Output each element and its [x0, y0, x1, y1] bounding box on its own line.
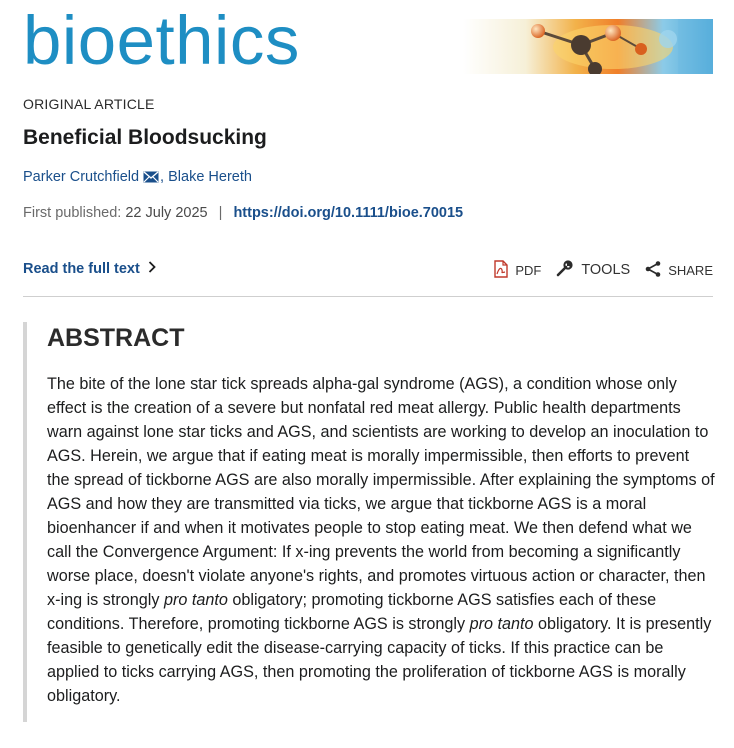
publine-separator: | [218, 205, 223, 221]
divider [23, 296, 713, 297]
chevron-right-icon [148, 261, 156, 277]
abstract-segment: The bite of the lone star tick spreads alpha-gal syndrome (AGS), a condition whose only effect is the creation of a severe but nonfatal red meat allergy. Public health departments warn against lone star ticks and AGS, and scientists are working to develop an inoculation to AGS. Herein, we argue that if eating meat is morally impermissible, then efforts to prevent the spread of tickborne AGS are also morally impermissible. After explaining the symptoms of AGS and how they are transmitted via ticks, we argue that tickborne AGS is a moral bioenhancer if and when it motivates people to stop eating meat. We then defend what we call the Convergence Argument: If x-ing prevents the world from becoming a significantly worse place, doesn't violate anyone's rights, and promotes virtuous action or character, then x-ing is strongly [47, 375, 715, 609]
read-full-text-link[interactable] [23, 261, 156, 277]
abstract-segment: obligatory. It is presently feasible to genetically edit the disease-carrying capacity of ticks. If this practice can be applied to ticks carrying AGS, then promoting the proliferation of tickborne AGS is morally obligatory. [47, 615, 712, 705]
tools-label: TOOLS [581, 262, 631, 278]
publication-info [23, 205, 463, 221]
read-full-text-label: Read the full text [23, 261, 140, 277]
abstract-section [23, 322, 717, 722]
journal-banner-image [463, 19, 713, 74]
share-label: SHARE [668, 262, 713, 278]
pdf-button[interactable] [493, 260, 541, 281]
pdf-label: PDF [515, 262, 542, 278]
abstract-segment: obligatory; promoting tickborne AGS satisfies each of these conditions. Therefore, promoting tickborne AGS is strongly [47, 591, 657, 633]
article-title: Beneficial Bloodsucking [23, 126, 267, 149]
first-published-date: 22 July 2025 [125, 205, 208, 221]
share-icon [644, 260, 662, 281]
wrench-icon [555, 258, 575, 282]
email-icon[interactable] [143, 171, 159, 187]
pdf-icon [493, 260, 509, 281]
author-list [23, 169, 252, 187]
abstract-emphasis: pro tanto [469, 615, 534, 633]
author-link-2[interactable]: Blake Hereth [168, 169, 252, 185]
author-link-1[interactable]: Parker Crutchfield [23, 169, 140, 185]
journal-masthead [23, 2, 713, 79]
author-separator: , [160, 169, 165, 185]
abstract-emphasis: pro tanto [163, 591, 228, 609]
article-toolbar [493, 258, 713, 282]
abstract-text [47, 372, 715, 708]
tools-button[interactable] [555, 258, 630, 282]
share-button[interactable] [644, 260, 713, 281]
article-type: ORIGINAL ARTICLE [23, 96, 155, 112]
first-published-label: First published: [23, 205, 122, 221]
journal-logo[interactable]: bioethics [23, 2, 300, 79]
abstract-heading: ABSTRACT [47, 324, 185, 352]
doi-link[interactable]: https://doi.org/10.1111/bioe.70015 [233, 205, 464, 221]
